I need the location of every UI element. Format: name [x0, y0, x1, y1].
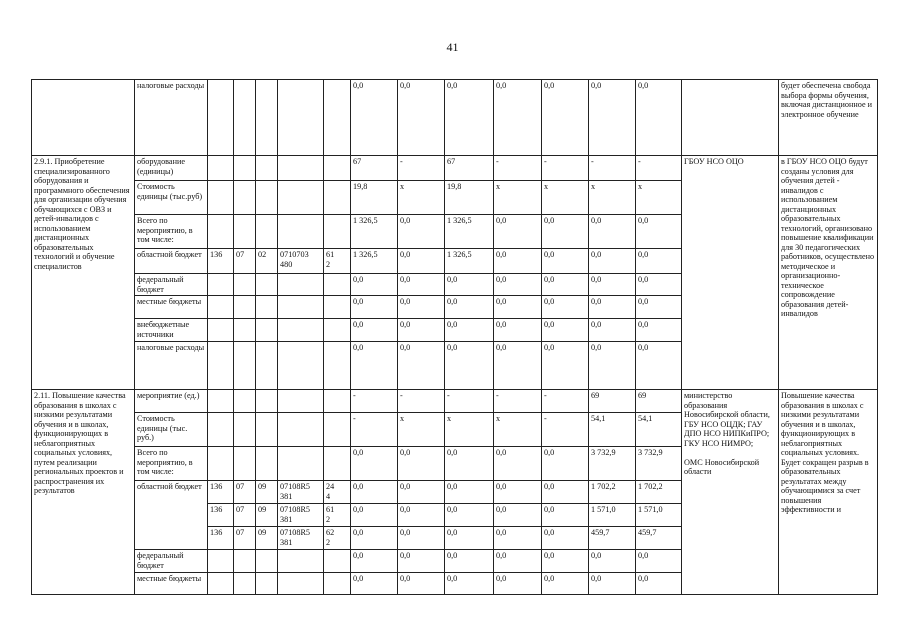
program-table	[31, 79, 878, 595]
table-cell: 0,0	[398, 447, 445, 481]
table-cell: 0,0	[636, 274, 682, 296]
table-cell: 07	[234, 504, 256, 527]
table-cell	[278, 390, 324, 413]
table-cell	[234, 390, 256, 413]
table-cell: -	[542, 156, 589, 181]
table-cell	[32, 80, 135, 156]
table-cell	[234, 296, 256, 319]
table-cell: 0,0	[351, 447, 398, 481]
table-cell: -	[589, 156, 636, 181]
table-cell: 0,0	[636, 573, 682, 595]
table-cell	[234, 413, 256, 447]
table-cell: 0,0	[351, 80, 398, 156]
table-cell: 136	[208, 527, 234, 550]
table-cell: 0,0	[542, 527, 589, 550]
table-cell: 0,0	[589, 215, 636, 249]
table-cell: 0,0	[351, 527, 398, 550]
table-cell: -	[636, 156, 682, 181]
table-cell: 07108R5 381	[278, 481, 324, 504]
table-cell: 0,0	[494, 447, 542, 481]
table-cell: x	[542, 181, 589, 215]
table-cell: 0,0	[398, 249, 445, 274]
table-cell: 0,0	[636, 319, 682, 342]
table-cell	[208, 390, 234, 413]
table-cell	[682, 80, 779, 156]
table-cell: x	[636, 181, 682, 215]
table-cell: x	[398, 181, 445, 215]
table-cell	[234, 342, 256, 390]
table-cell: 0,0	[494, 527, 542, 550]
table-cell	[324, 342, 351, 390]
table-cell: 1 702,2	[589, 481, 636, 504]
table-cell: 0,0	[542, 319, 589, 342]
table-cell: 69	[589, 390, 636, 413]
table-cell: 0,0	[542, 215, 589, 249]
table-cell	[324, 413, 351, 447]
table-cell: Всего по мероприятию, в том числе:	[135, 215, 208, 249]
table-cell: 2.9.1. Приобретение специализированного оборудования и программного обеспечения для организации обучения обучающихся с ОВЗ и детей-инвалидов с использованием дистанционных образовательных технологий и обучение специалистов	[32, 156, 135, 390]
table-cell	[256, 550, 278, 573]
table-cell: 1 571,0	[636, 504, 682, 527]
table-cell: 0,0	[636, 342, 682, 390]
table-cell	[256, 342, 278, 390]
table-cell: 0,0	[542, 274, 589, 296]
table-cell	[324, 181, 351, 215]
table-cell: 0,0	[494, 573, 542, 595]
table-cell: 0,0	[445, 550, 494, 573]
table-cell: федеральный бюджет	[135, 274, 208, 296]
table-cell: федеральный бюджет	[135, 550, 208, 573]
table-cell: 0,0	[445, 504, 494, 527]
table-cell: 07108R5 381	[278, 527, 324, 550]
table-cell	[234, 215, 256, 249]
table-cell: 0,0	[589, 573, 636, 595]
table-cell: 0,0	[542, 342, 589, 390]
table-cell: 0,0	[351, 550, 398, 573]
table-cell: 0,0	[351, 274, 398, 296]
table-cell: 54,1	[636, 413, 682, 447]
table-cell	[324, 319, 351, 342]
table-cell	[256, 274, 278, 296]
table-cell	[278, 156, 324, 181]
table-cell: 0,0	[494, 249, 542, 274]
table-cell: местные бюджеты	[135, 573, 208, 595]
table-cell	[324, 550, 351, 573]
table-cell: 0710703 480	[278, 249, 324, 274]
table-cell	[208, 181, 234, 215]
table-cell: x	[445, 413, 494, 447]
table-cell	[208, 296, 234, 319]
table-row	[32, 156, 878, 181]
table-cell: в ГБОУ НСО ОЦО будут созданы условия для обучения детей - инвалидов с использованием дистанционных образовательных технологий, организовано повышение квалификации для 30 педагогических работников, осуществлено методическое и организационно-техническое сопровождение образования детей-инвалидов	[779, 156, 878, 390]
table-cell: 0,0	[398, 80, 445, 156]
table-cell: 0,0	[398, 573, 445, 595]
table-cell	[208, 215, 234, 249]
table-cell	[256, 80, 278, 156]
table-cell: 1 326,5	[445, 249, 494, 274]
table-cell: 07108R5 381	[278, 504, 324, 527]
table-cell: 1 571,0	[589, 504, 636, 527]
table-cell: 61 2	[324, 504, 351, 527]
table-cell	[324, 296, 351, 319]
table-cell	[324, 80, 351, 156]
table-cell	[324, 156, 351, 181]
table-cell: 0,0	[445, 296, 494, 319]
table-cell: 1 326,5	[351, 249, 398, 274]
table-cell: 0,0	[589, 319, 636, 342]
table-cell	[278, 80, 324, 156]
table-cell: 09	[256, 504, 278, 527]
table-cell: 07	[234, 527, 256, 550]
table-cell: 62 2	[324, 527, 351, 550]
table-cell: 0,0	[494, 342, 542, 390]
table-cell	[256, 390, 278, 413]
table-cell: 0,0	[351, 481, 398, 504]
table-cell	[208, 413, 234, 447]
table-cell: 0,0	[445, 481, 494, 504]
table-cell: областной бюджет	[135, 481, 208, 550]
table-cell: x	[589, 181, 636, 215]
table-cell: 0,0	[542, 249, 589, 274]
table-cell	[256, 319, 278, 342]
table-cell: 0,0	[398, 527, 445, 550]
table-cell: -	[398, 156, 445, 181]
table-cell: 54,1	[589, 413, 636, 447]
table-cell: 459,7	[636, 527, 682, 550]
table-cell: 0,0	[542, 296, 589, 319]
table-cell	[278, 319, 324, 342]
table-cell: -	[494, 156, 542, 181]
table-cell: -	[542, 390, 589, 413]
table-cell	[256, 181, 278, 215]
table-cell: 1 326,5	[445, 215, 494, 249]
table-cell: -	[351, 390, 398, 413]
table-cell: 136	[208, 249, 234, 274]
table-cell: 0,0	[494, 550, 542, 573]
table-cell: 0,0	[445, 527, 494, 550]
table-cell: местные бюджеты	[135, 296, 208, 319]
table-cell: 1 702,2	[636, 481, 682, 504]
table-cell	[278, 296, 324, 319]
table-cell: -	[398, 390, 445, 413]
table-cell: 0,0	[398, 319, 445, 342]
table-cell	[324, 274, 351, 296]
table-cell: 19,8	[445, 181, 494, 215]
table-cell: x	[398, 413, 445, 447]
table-cell: 0,0	[636, 215, 682, 249]
table-cell	[234, 447, 256, 481]
table-cell	[256, 447, 278, 481]
table-cell	[278, 550, 324, 573]
table-cell	[234, 274, 256, 296]
table-cell: 61 2	[324, 249, 351, 274]
table-cell: 0,0	[494, 296, 542, 319]
table-cell: областной бюджет	[135, 249, 208, 274]
table-cell: 0,0	[445, 80, 494, 156]
table-cell	[278, 573, 324, 595]
table-cell: x	[494, 181, 542, 215]
table-cell: 0,0	[445, 274, 494, 296]
table-cell: 0,0	[398, 504, 445, 527]
table-cell	[234, 319, 256, 342]
table-row	[32, 80, 878, 156]
table-cell	[324, 215, 351, 249]
table-cell	[278, 447, 324, 481]
table-row	[32, 390, 878, 413]
table-cell: 0,0	[398, 215, 445, 249]
table-cell: Стоимость единицы (тыс. руб.)	[135, 413, 208, 447]
table-cell: 0,0	[542, 481, 589, 504]
table-cell: 0,0	[542, 504, 589, 527]
table-cell	[278, 215, 324, 249]
table-cell: 2.11. Повышение качества образования в школах с низкими результатами обучения и в школах, функционирующих в неблагоприятных социальных условиях, путем реализации региональных проектов и распространения их результатов	[32, 390, 135, 595]
table-cell	[256, 156, 278, 181]
table-cell: 0,0	[636, 296, 682, 319]
table-cell: мероприятие (ед.)	[135, 390, 208, 413]
table-cell: 0,0	[351, 296, 398, 319]
table-cell	[234, 181, 256, 215]
table-cell	[278, 181, 324, 215]
table-cell	[324, 390, 351, 413]
table-cell: ГБОУ НСО ОЦО	[682, 156, 779, 390]
table-cell	[208, 80, 234, 156]
table-cell: 0,0	[494, 481, 542, 504]
table-cell: 07	[234, 249, 256, 274]
table-cell: 0,0	[589, 296, 636, 319]
table-cell: 0,0	[494, 274, 542, 296]
table-cell	[234, 80, 256, 156]
table-cell: 67	[445, 156, 494, 181]
table-cell: 136	[208, 504, 234, 527]
table-cell: 0,0	[589, 80, 636, 156]
table-cell: 0,0	[445, 573, 494, 595]
table-cell	[278, 342, 324, 390]
table-cell: 02	[256, 249, 278, 274]
table-cell: Всего по мероприятию, в том числе:	[135, 447, 208, 481]
table-cell: 0,0	[542, 573, 589, 595]
table-cell	[324, 573, 351, 595]
table-cell: 0,0	[351, 342, 398, 390]
table-cell	[278, 413, 324, 447]
table-cell: x	[494, 413, 542, 447]
table-cell: 09	[256, 527, 278, 550]
table-cell: 459,7	[589, 527, 636, 550]
table-cell	[256, 413, 278, 447]
table-cell: 0,0	[398, 481, 445, 504]
table-cell: внебюджетные источники	[135, 319, 208, 342]
table-cell: 3 732,9	[636, 447, 682, 481]
table-cell: -	[351, 413, 398, 447]
table-cell	[256, 215, 278, 249]
table-cell: налоговые расходы	[135, 342, 208, 390]
table-cell: 1 326,5	[351, 215, 398, 249]
table-cell	[256, 296, 278, 319]
table-cell: 0,0	[636, 550, 682, 573]
table-cell: министерство образования Новосибирской области, ГБУ НСО ОЦДК; ГАУ ДПО НСО НИПКиПРО; ГКУ НСО НИМРО; ОМС Новосибирской области	[682, 390, 779, 595]
table-cell: 0,0	[445, 447, 494, 481]
table-cell: 0,0	[494, 504, 542, 527]
table-cell: 0,0	[351, 504, 398, 527]
table-cell	[324, 447, 351, 481]
table-cell: 0,0	[542, 550, 589, 573]
table-cell: 24 4	[324, 481, 351, 504]
table-cell: 0,0	[351, 319, 398, 342]
table-cell: 3 732,9	[589, 447, 636, 481]
table-cell: Стоимость единицы (тыс.руб)	[135, 181, 208, 215]
table-cell: 0,0	[542, 80, 589, 156]
table-cell	[234, 550, 256, 573]
table-cell	[208, 342, 234, 390]
table-cell: 0,0	[445, 342, 494, 390]
table-cell: 07	[234, 481, 256, 504]
table-cell: 0,0	[398, 550, 445, 573]
table-cell	[208, 447, 234, 481]
table-cell: 0,0	[589, 249, 636, 274]
table-cell: -	[494, 390, 542, 413]
table-cell: 0,0	[351, 573, 398, 595]
table-cell: 0,0	[494, 319, 542, 342]
table-cell: 19,8	[351, 181, 398, 215]
table-cell: 0,0	[398, 342, 445, 390]
table-cell	[278, 274, 324, 296]
table-cell: Повышение качества образования в школах с низкими результатами обучения и в школах, функционирующих в неблагоприятных социальных условиях. Будет сокращен разрыв в образовательных результатах между обучающимися за счет повышения эффективности и	[779, 390, 878, 595]
table-cell: 0,0	[636, 80, 682, 156]
table-cell: 69	[636, 390, 682, 413]
table-cell: 0,0	[445, 319, 494, 342]
table-cell: 0,0	[494, 80, 542, 156]
table-cell	[208, 319, 234, 342]
table-cell: налоговые расходы	[135, 80, 208, 156]
table-cell	[208, 573, 234, 595]
table-cell: 0,0	[636, 249, 682, 274]
table-cell: 0,0	[589, 550, 636, 573]
table-cell: 09	[256, 481, 278, 504]
table-cell: 136	[208, 481, 234, 504]
table-cell: оборудование (единицы)	[135, 156, 208, 181]
page-number: 41	[446, 40, 459, 54]
table-cell	[208, 156, 234, 181]
table-cell	[234, 156, 256, 181]
table-cell: 0,0	[542, 447, 589, 481]
table-cell	[208, 550, 234, 573]
table-cell: 0,0	[589, 274, 636, 296]
table-cell: 0,0	[398, 274, 445, 296]
table-cell	[234, 573, 256, 595]
table-cell: 67	[351, 156, 398, 181]
table-cell: 0,0	[589, 342, 636, 390]
table-cell: 0,0	[398, 296, 445, 319]
table-cell: будет обеспечена свобода выбора формы обучения, включая дистанционное и электронное обучение	[779, 80, 878, 156]
table-cell	[256, 573, 278, 595]
table-cell: 0,0	[494, 215, 542, 249]
table-cell: -	[542, 413, 589, 447]
table-cell	[208, 274, 234, 296]
table-cell: -	[445, 390, 494, 413]
